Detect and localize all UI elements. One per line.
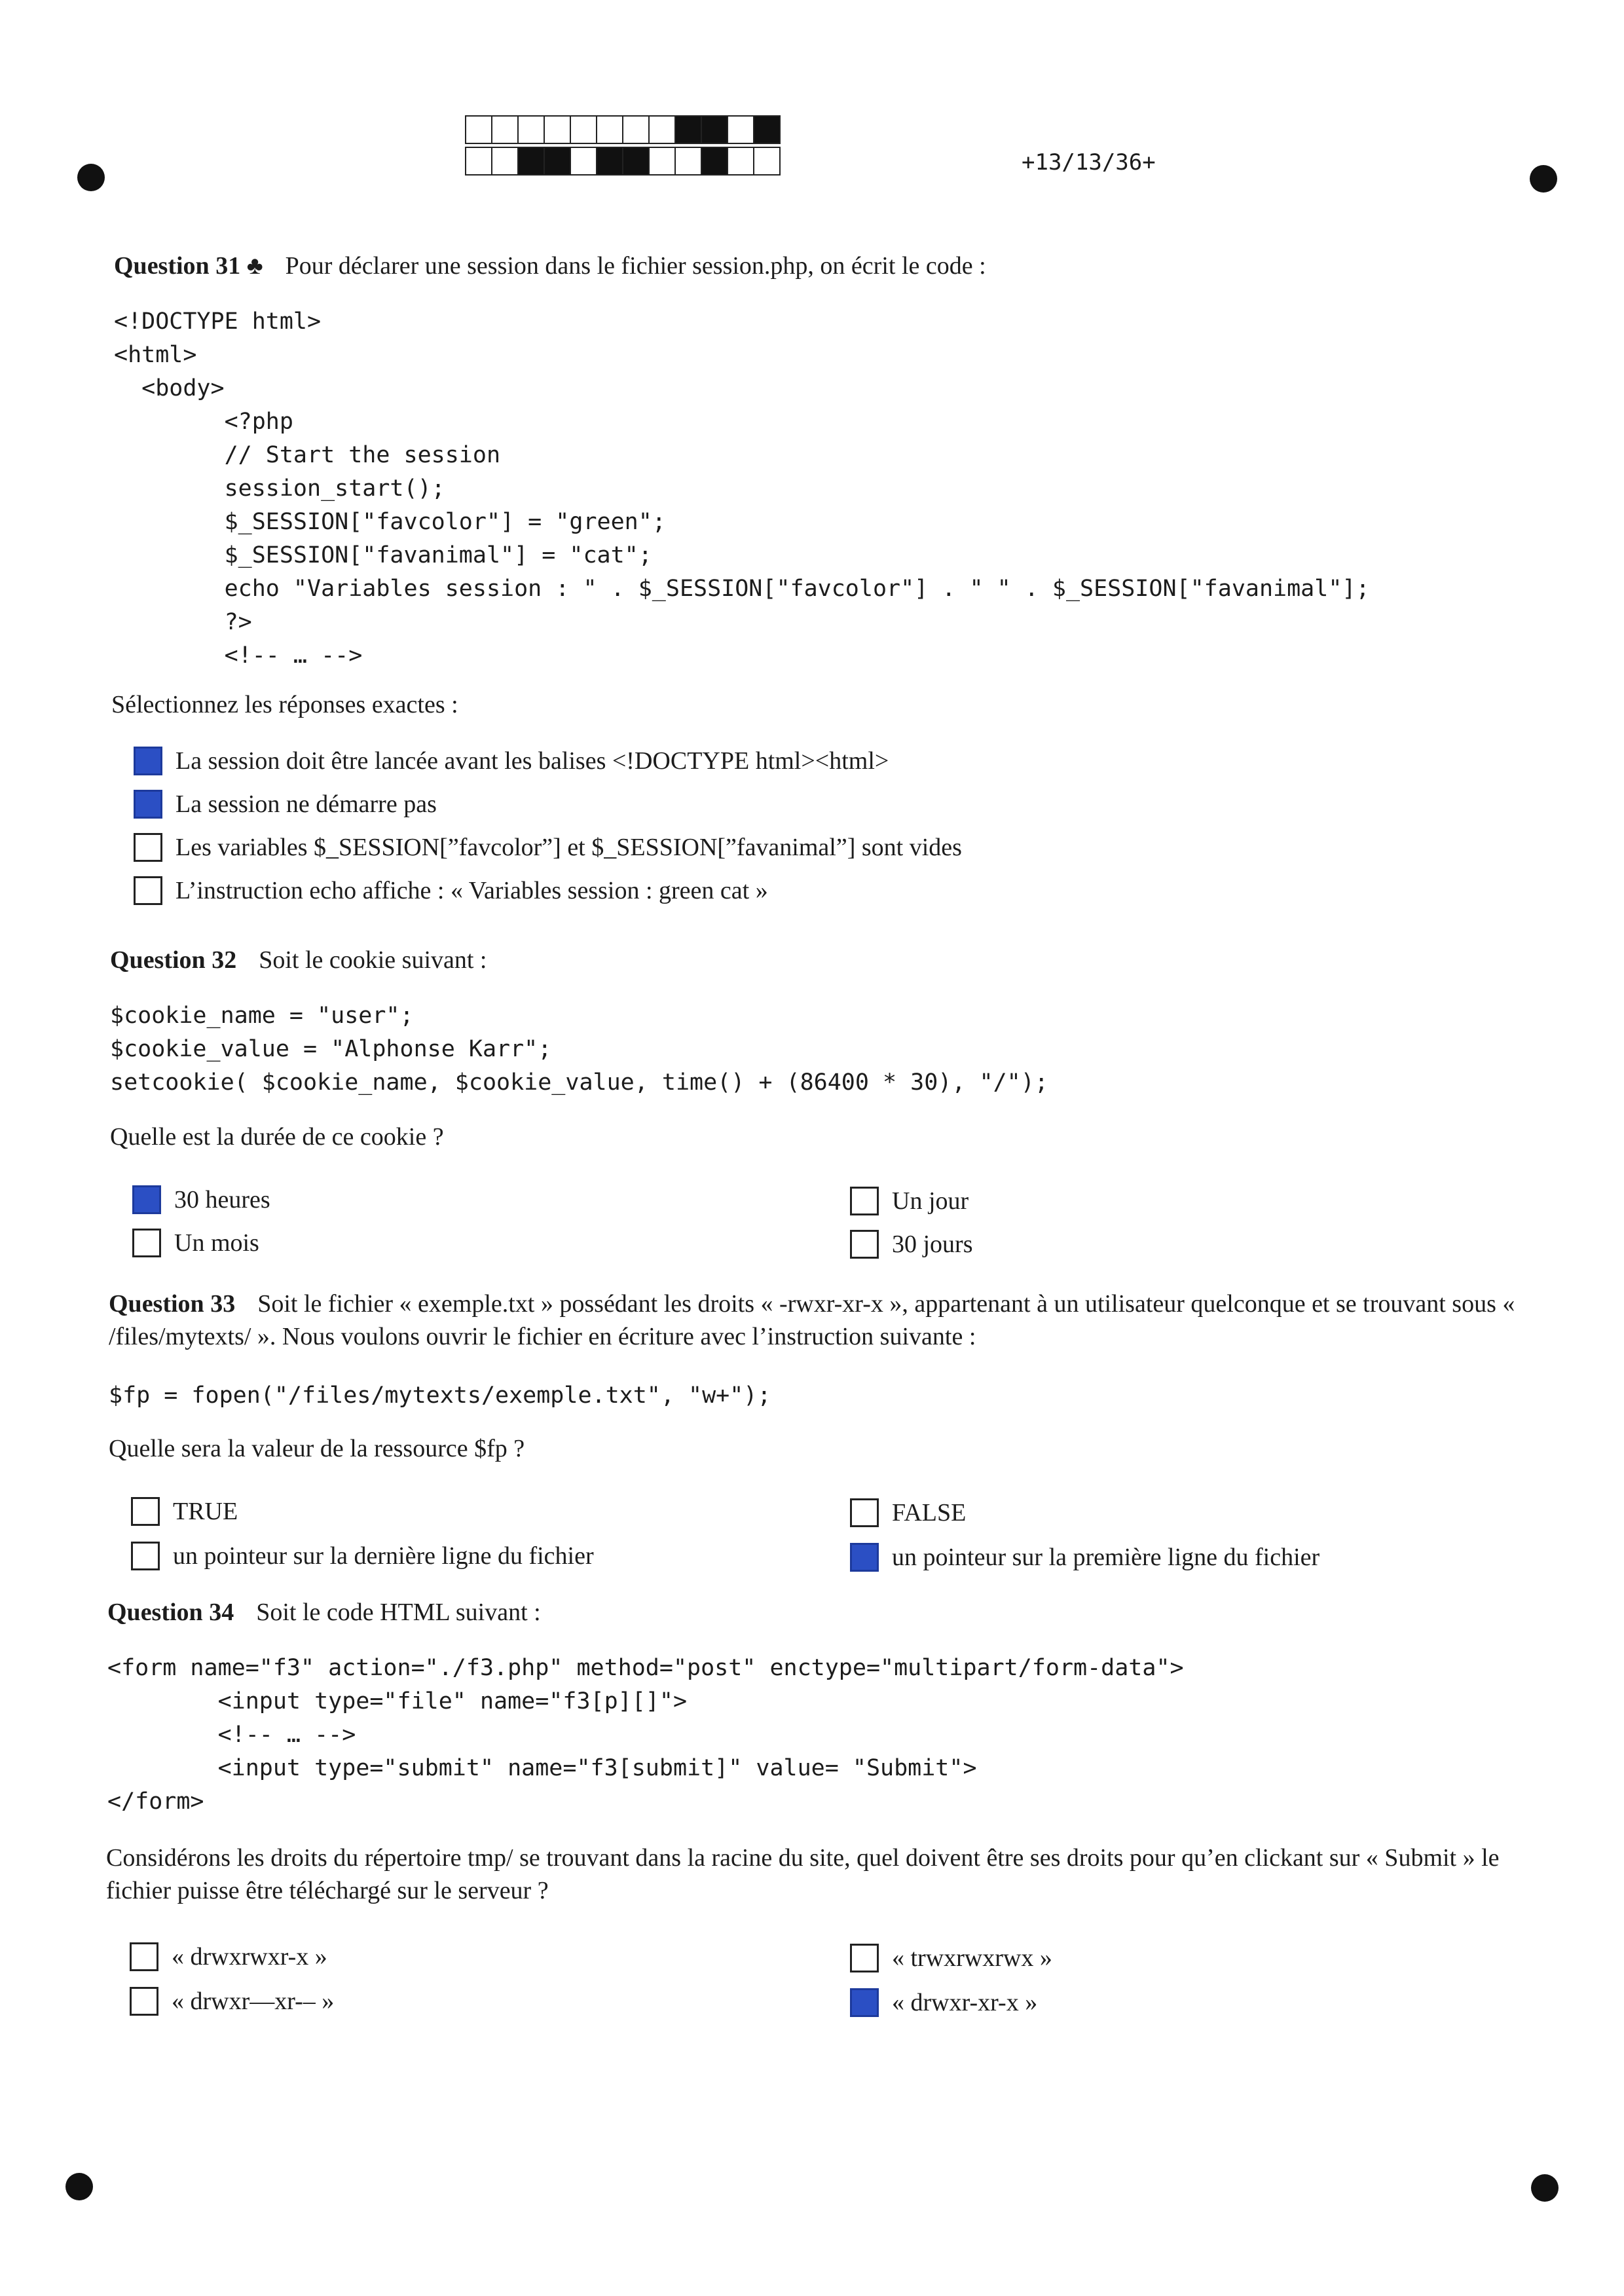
question-text: Soit le fichier « exemple.txt » possédant les droits « -rwxr-xr-x », appartenant à un utilisateur quelconque et se trouvant sous « /files/mytexts/ ». Nous voulons ouvrir le fichier en écriture avec l’instruction suivante :	[109, 1290, 1515, 1350]
code-line: <input type="file" name="f3[p][]">	[107, 1688, 688, 1714]
corner-mark-bottom-left	[65, 2173, 93, 2200]
answer-label: 30 jours	[892, 1231, 973, 1258]
barcode-cell	[544, 147, 571, 176]
code-line: <input type="submit" name="f3[submit]" value= "Submit">	[107, 1755, 977, 1781]
barcode-cell	[648, 115, 676, 144]
question-31-header	[114, 251, 986, 280]
answer-option[interactable]	[130, 1987, 334, 2016]
answer-checkbox[interactable]	[850, 1230, 879, 1259]
code-line: <?php	[114, 409, 293, 435]
answer-label: La session doit être lancée avant les balises <!DOCTYPE html><html>	[175, 747, 889, 775]
barcode-cell	[648, 147, 676, 176]
barcode-cell	[544, 115, 571, 144]
barcode-cell	[753, 147, 781, 176]
answer-checkbox[interactable]	[850, 1498, 879, 1527]
answer-option[interactable]	[134, 747, 889, 775]
answer-option[interactable]	[134, 790, 437, 819]
answer-label: « drwxrwxr-x »	[172, 1943, 327, 1971]
barcode-cell	[674, 147, 702, 176]
barcode-row	[465, 147, 779, 176]
answer-checkbox[interactable]	[850, 1944, 879, 1972]
answer-option[interactable]	[850, 1944, 1052, 1972]
code-line: echo "Variables session : " . $_SESSION["favcolor"] . " " . $_SESSION["favanimal"];	[114, 576, 1370, 602]
code-line: <html>	[114, 342, 197, 368]
question-prompt: Sélectionnez les réponses exactes :	[111, 691, 458, 718]
answer-label: « drwxr-xr-x »	[892, 1989, 1038, 2016]
answer-checkbox[interactable]	[132, 1185, 161, 1214]
answer-option[interactable]	[131, 1542, 594, 1570]
barcode-cell	[517, 147, 545, 176]
answer-option[interactable]	[134, 876, 768, 905]
code-line: <!-- … -->	[114, 642, 363, 669]
answer-checkbox[interactable]	[134, 747, 162, 775]
code-block	[109, 1379, 771, 1413]
barcode-cell	[727, 115, 754, 144]
question-text: Soit le cookie suivant :	[259, 946, 487, 974]
code-line: <form name="f3" action="./f3.php" method="post" enctype="multipart/form-data">	[107, 1655, 1184, 1681]
question-prompt: Considérons les droits du répertoire tmp/ se trouvant dans la racine du site, quel doivent être ses droits pour qu’en clickant sur « Submit » le fichier puisse être téléchargé sur le serveur ?	[106, 1844, 1500, 1904]
answer-option[interactable]	[850, 1543, 1320, 1572]
answer-label: un pointeur sur la dernière ligne du fichier	[173, 1542, 594, 1570]
code-line: $_SESSION["favcolor"] = "green";	[114, 509, 666, 535]
barcode-cell	[570, 147, 597, 176]
question-number: Question 33	[109, 1290, 236, 1318]
question-prompt: Quelle est la durée de ce cookie ?	[110, 1123, 444, 1151]
code-line: <!DOCTYPE html>	[114, 308, 322, 335]
corner-mark-bottom-right	[1531, 2174, 1559, 2202]
barcode-cell	[753, 115, 781, 144]
barcode-row	[465, 115, 779, 144]
answer-checkbox[interactable]	[850, 1187, 879, 1215]
code-line: setcookie( $cookie_name, $cookie_value, time() + (86400 * 30), "/");	[110, 1069, 1048, 1096]
barcode-cell	[465, 115, 492, 144]
answer-checkbox[interactable]	[850, 1988, 879, 2017]
answer-label: « trwxrwxrwx »	[892, 1944, 1052, 1972]
question-number: Question 31 ♣	[114, 252, 263, 280]
answer-label: Un mois	[174, 1229, 259, 1257]
answer-label: FALSE	[892, 1499, 967, 1527]
answer-checkbox[interactable]	[131, 1542, 160, 1570]
barcode-cell	[701, 115, 728, 144]
barcode-cell	[701, 147, 728, 176]
question-32-header	[110, 946, 487, 974]
answer-label: Les variables $_SESSION[”favcolor”] et $_SESSION[”favanimal”] sont vides	[175, 834, 962, 861]
answer-option[interactable]	[132, 1229, 259, 1257]
code-line: <!-- … -->	[107, 1722, 356, 1748]
answer-option[interactable]	[850, 1498, 966, 1527]
answer-checkbox[interactable]	[130, 1942, 158, 1971]
barcode-cell	[570, 115, 597, 144]
answer-option[interactable]	[131, 1497, 238, 1526]
barcode-cell	[465, 147, 492, 176]
barcode-cell	[491, 147, 519, 176]
code-line: ?>	[114, 609, 252, 635]
answer-option[interactable]	[134, 833, 962, 862]
answer-label: L’instruction echo affiche : « Variables session : green cat »	[175, 877, 768, 904]
barcode-cell	[622, 115, 650, 144]
question-33-header	[109, 1287, 1536, 1353]
code-line: $cookie_name = "user";	[110, 1003, 414, 1029]
question-number: Question 32	[110, 946, 237, 974]
answer-option[interactable]	[132, 1185, 270, 1214]
corner-mark-top-right	[1530, 165, 1557, 193]
code-line: <body>	[114, 375, 225, 401]
question-prompt: Quelle sera la valeur de la ressource $fp ?	[109, 1435, 525, 1462]
code-line: $_SESSION["favanimal"] = "cat";	[114, 542, 652, 568]
barcode-cell	[596, 147, 623, 176]
code-line: </form>	[107, 1788, 204, 1815]
question-text: Soit le code HTML suivant :	[256, 1599, 541, 1626]
answer-label: La session ne démarre pas	[175, 790, 437, 818]
code-line: // Start the session	[114, 442, 501, 468]
barcode-cell	[674, 115, 702, 144]
barcode-cell	[727, 147, 754, 176]
answer-option[interactable]	[850, 1187, 969, 1215]
question-34-header	[107, 1598, 541, 1627]
answer-label: Un jour	[892, 1187, 969, 1215]
answer-checkbox[interactable]	[131, 1497, 160, 1526]
barcode-cell	[517, 115, 545, 144]
answer-checkbox[interactable]	[850, 1543, 879, 1572]
answer-option[interactable]	[850, 1230, 973, 1259]
question-number: Question 34	[107, 1599, 234, 1626]
corner-mark-top-left	[77, 164, 105, 191]
page-id: +13/13/36+	[1022, 149, 1156, 176]
answer-checkbox[interactable]	[130, 1987, 158, 2016]
code-block	[107, 1652, 1184, 1819]
answer-label: TRUE	[173, 1498, 238, 1525]
answer-checkbox[interactable]	[132, 1229, 161, 1257]
code-line: session_start();	[114, 475, 445, 502]
answer-label: un pointeur sur la première ligne du fichier	[892, 1544, 1320, 1571]
answer-option[interactable]	[850, 1988, 1037, 2017]
answer-label: 30 heures	[174, 1186, 270, 1213]
barcode-cell	[622, 147, 650, 176]
answer-checkbox[interactable]	[134, 833, 162, 862]
answer-checkbox[interactable]	[134, 790, 162, 819]
code-block	[114, 305, 1370, 673]
code-line: $cookie_value = "Alphonse Karr";	[110, 1036, 552, 1062]
code-line: $fp = fopen("/files/mytexts/exemple.txt", "w+");	[109, 1382, 771, 1409]
barcode-cell	[491, 115, 519, 144]
barcode-cell	[596, 115, 623, 144]
answer-label: « drwxr—xr-– »	[172, 1988, 335, 2015]
answer-option[interactable]	[130, 1942, 327, 1971]
answer-checkbox[interactable]	[134, 876, 162, 905]
question-text: Pour déclarer une session dans le fichier session.php, on écrit le code :	[285, 252, 986, 280]
code-block	[110, 999, 1048, 1100]
